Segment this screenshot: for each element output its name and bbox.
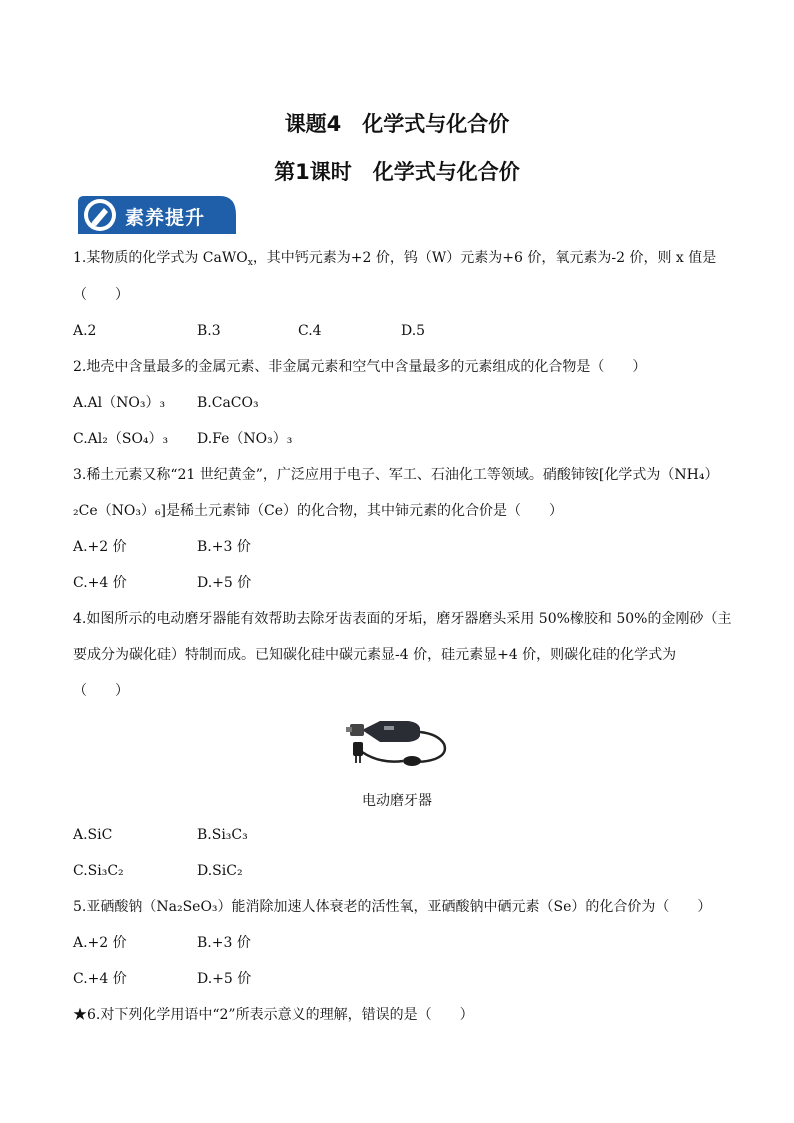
- question-1-option-d[interactable]: D.5: [401, 323, 426, 339]
- question-4-option-a[interactable]: A.SiC: [73, 827, 113, 843]
- question-4-option-d[interactable]: D.SiC₂: [197, 863, 243, 879]
- banner-label: 素养提升: [125, 207, 206, 229]
- question-4-option-c[interactable]: C.Si₃C₂: [73, 863, 124, 879]
- question-5-option-a[interactable]: A.+2 价: [73, 935, 127, 951]
- question-2-option-a[interactable]: A.Al（NO₃）₃: [73, 395, 166, 411]
- question-6-stem: ★6.对下列化学用语中“2”所表示意义的理解，错误的是（ ）: [73, 1007, 474, 1023]
- question-4-paren: （ ）: [73, 683, 129, 699]
- question-3-option-a[interactable]: A.+2 价: [73, 539, 127, 555]
- question-2-stem: 2.地壳中含量最多的金属元素、非金属元素和空气中含量最多的元素组成的化合物是（ ）: [73, 359, 647, 375]
- question-4-stem-line1: 4.如图所示的电动磨牙器能有效帮助去除牙齿表面的牙垢，磨牙器磨头采用 50%橡胶和 50%的金刚砂（主: [73, 611, 732, 627]
- lesson-subtitle: 第1课时 化学式与化合价: [274, 160, 520, 184]
- question-4-option-b[interactable]: B.Si₃C₃: [197, 827, 248, 843]
- question-3-stem-line2: ₂Ce（NO₃）₆]是稀土元素铈（Ce）的化合物，其中铈元素的化合价是（ ）: [73, 503, 564, 519]
- tooth-grinder-image: [340, 712, 455, 772]
- question-3-option-b[interactable]: B.+3 价: [197, 539, 251, 555]
- question-3-option-d[interactable]: D.+5 价: [197, 575, 252, 591]
- image-caption: 电动磨牙器: [362, 793, 432, 809]
- question-1-option-a[interactable]: A.2: [73, 323, 97, 339]
- question-2-option-b[interactable]: B.CaCO₃: [197, 395, 259, 411]
- question-3-stem-line1: 3.稀土元素又称“21 世纪黄金”，广泛应用于电子、军工、石油化工等领域。硝酸铈铵[化学式为（NH₄）: [73, 467, 719, 483]
- question-3-option-c[interactable]: C.+4 价: [73, 575, 127, 591]
- question-2-option-d[interactable]: D.Fe（NO₃）₃: [197, 431, 293, 447]
- question-1-stem: 1.某物质的化学式为 CaWO$_x$，其中钙元素为+2 价，钨（W）元素为+6 价，氧元素为-2 价，则 x 值是: [73, 250, 717, 268]
- lesson-title: 课题4 化学式与化合价: [284, 112, 510, 136]
- question-1-option-c[interactable]: C.4: [298, 323, 322, 339]
- question-5-option-b[interactable]: B.+3 价: [197, 935, 251, 951]
- question-5-option-c[interactable]: C.+4 价: [73, 971, 127, 987]
- question-5-option-d[interactable]: D.+5 价: [197, 971, 252, 987]
- question-5-stem: 5.亚硒酸钠（Na₂SeO₃）能消除加速人体衰老的活性氧，亚硒酸钠中硒元素（Se）的化合价为（ ）: [73, 899, 712, 915]
- question-4-stem-line2: 要成分为碳化硅）特制而成。已知碳化硅中碳元素显-4 价，硅元素显+4 价，则碳化硅的化学式为: [73, 647, 677, 663]
- question-1-paren: （ ）: [73, 287, 129, 303]
- question-2-option-c[interactable]: C.Al₂（SO₄）₃: [73, 431, 169, 447]
- question-1-option-b[interactable]: B.3: [197, 323, 221, 339]
